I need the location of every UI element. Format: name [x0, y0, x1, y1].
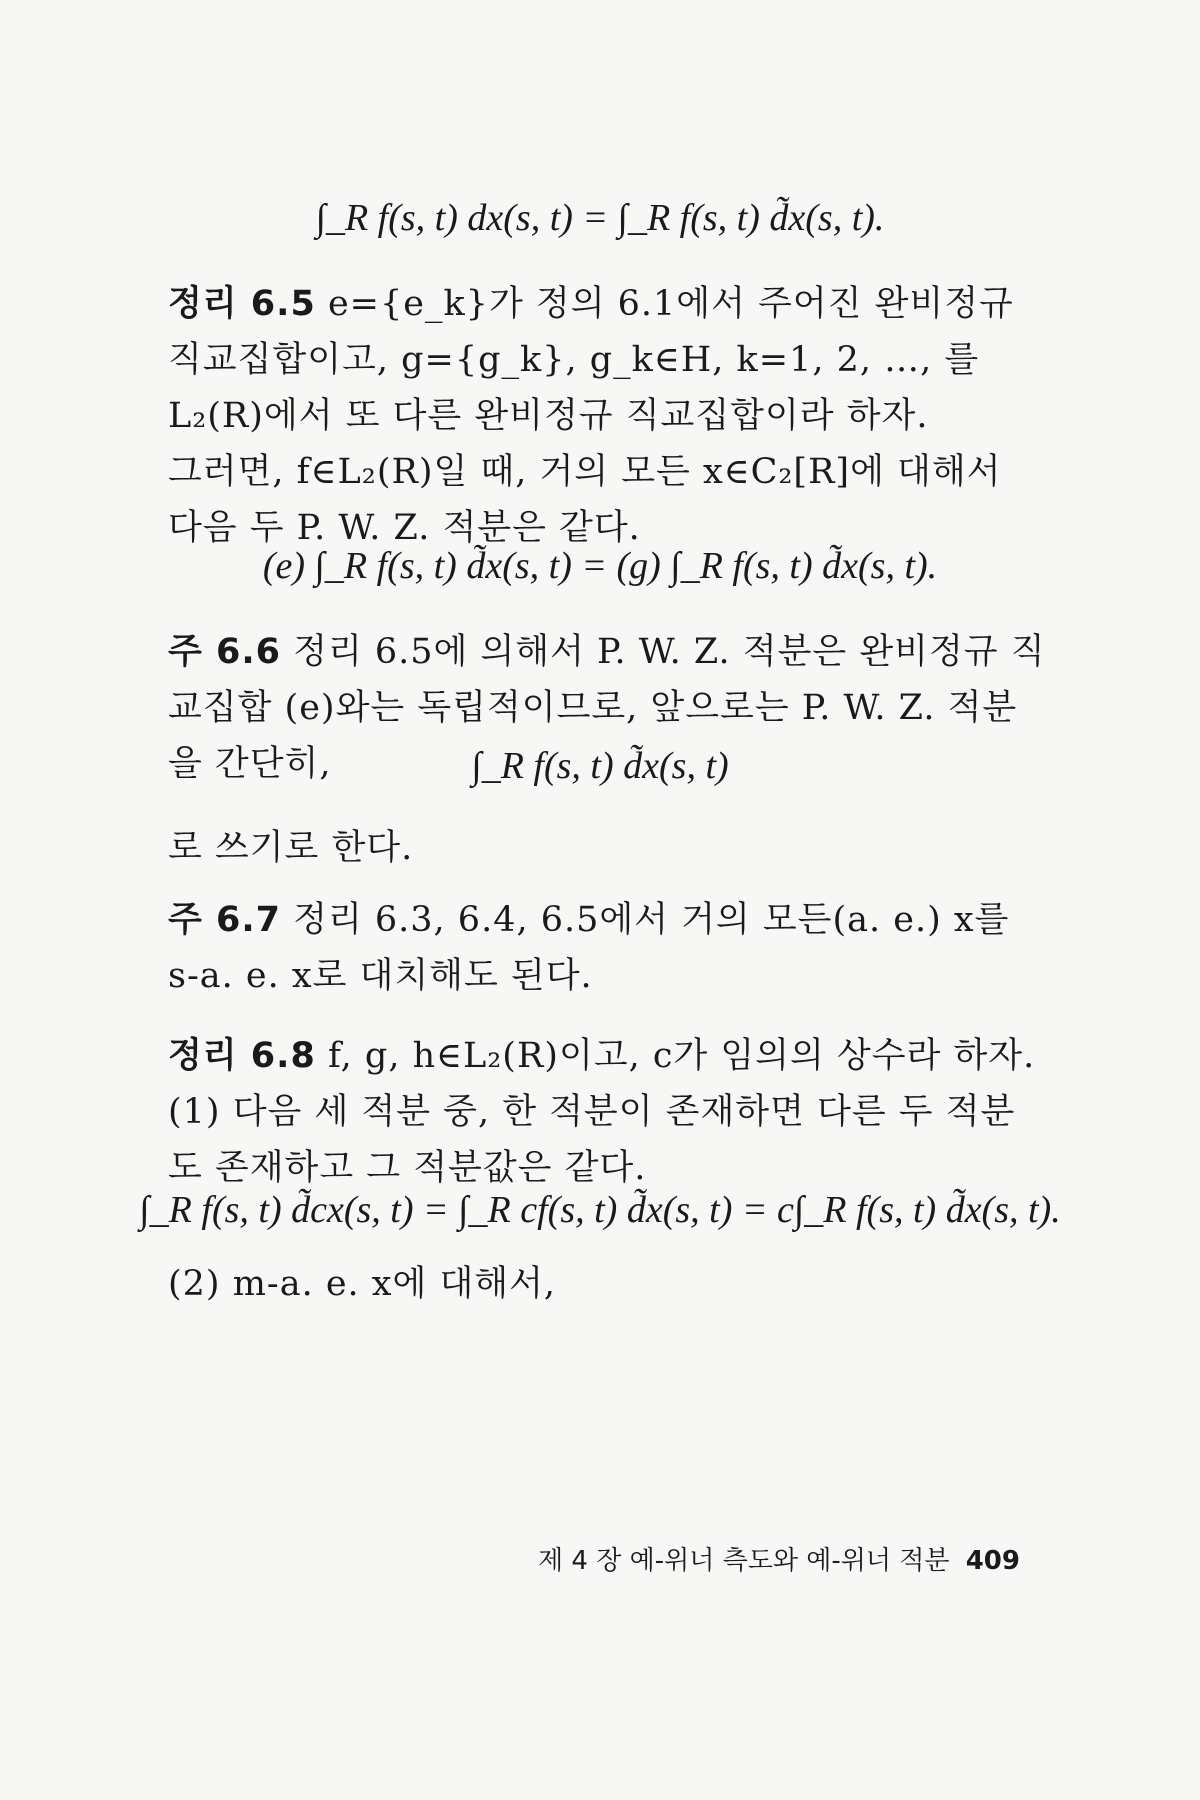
note-6-7: [168, 892, 1048, 1004]
equation-top: ∫_R f(s, t) dx(s, t) = ∫_R f(s, t) d̃x(s, t).: [315, 197, 885, 239]
note-text: 정리 6.5에 의해서 P. W. Z. 적분은 완비정규 직교집합 (e)와는 독립적이므로, 앞으로는 P. W. Z. 적분을 간단히,: [168, 632, 1046, 784]
theorem-6-8-item1: (1) 다음 세 적분 중, 한 적분이 존재하면 다른 두 적분도 존재하고 그 적분값은 같다.: [168, 1092, 1016, 1188]
theorem-text: f, g, h∈L₂(R)이고, c가 임의의 상수라 하자.: [327, 1036, 1036, 1076]
chapter-title: 제 4 장 예-위너 측도와 예-위너 적분: [538, 1546, 950, 1576]
theorem-text: e={e_k}가 정의 6.1에서 주어진 완비정규 직교집합이고, g={g_k}, g_k∈H, k=1, 2, …, 를 L₂(R)에서 또 다른 완비정규 직교집합이라 하자.: [168, 284, 1014, 436]
theorem-6-5: [168, 276, 1048, 444]
note-6-6-cont: 로 쓰기로 한다.: [168, 828, 414, 868]
equation-6-5: (e) ∫_R f(s, t) d̃x(s, t) = (g) ∫_R f(s, t) d̃x(s, t).: [262, 545, 938, 587]
equation-6-8: ∫_R f(s, t) d̃cx(s, t) = ∫_R cf(s, t) d̃x(s, t) = c∫_R f(s, t) d̃x(s, t).: [139, 1189, 1061, 1231]
note-label: 주 6.6: [168, 632, 281, 672]
theorem-6-5-cont: 그러면, f∈L₂(R)일 때, 거의 모든 x∈C₂[R]에 대해서 다음 두 P. W. Z. 적분은 같다.: [168, 452, 1002, 548]
theorem-label: 정리 6.8: [168, 1036, 316, 1076]
theorem-6-8: [168, 1028, 1048, 1084]
theorem-6-8-item2: (2) m-a. e. x에 대해서,: [168, 1264, 557, 1304]
note-text: 정리 6.3, 6.4, 6.5에서 거의 모든(a. e.) x를 s-a. e. x로 대치해도 된다.: [168, 900, 1010, 996]
page-footer: [538, 1540, 1020, 1577]
theorem-label: 정리 6.5: [168, 284, 316, 324]
page-number: 409: [965, 1546, 1020, 1576]
note-label: 주 6.7: [168, 900, 281, 940]
equation-6-6: ∫_R f(s, t) d̃x(s, t): [471, 745, 729, 787]
